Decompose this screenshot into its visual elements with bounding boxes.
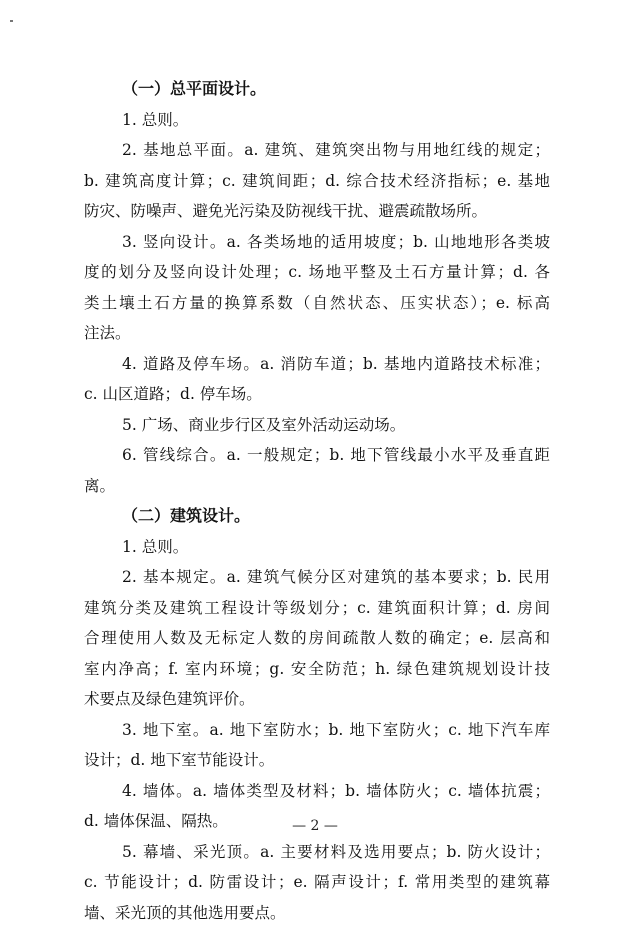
scan-speck xyxy=(10,20,13,22)
paragraph-line: 度的划分及竖向设计处理；c. 场地平整及土石方量计算；d. 各 xyxy=(84,257,550,288)
paragraph-line: 离。 xyxy=(84,471,550,502)
page-number: — 2 — xyxy=(0,818,630,834)
paragraph-line: 室内净高；f. 室内环境；g. 安全防范；h. 绿色建筑规划设计技 xyxy=(84,654,550,685)
paragraph-line: 6. 管线综合。a. 一般规定；b. 地下管线最小水平及垂直距 xyxy=(84,440,550,471)
paragraph-line: 2. 基地总平面。a. 建筑、建筑突出物与用地红线的规定； xyxy=(84,135,550,166)
paragraph-line: 防灾、防噪声、避免光污染及防视线干扰、避震疏散场所。 xyxy=(84,196,550,227)
paragraph-line: 墙、采光顶的其他选用要点。 xyxy=(84,898,550,928)
paragraph-line: 4. 道路及停车场。a. 消防车道；b. 基地内道路技术标准； xyxy=(84,349,550,380)
paragraph-line: 1. 总则。 xyxy=(84,105,550,136)
paragraph-line: 合理使用人数及无标定人数的房间疏散人数的确定；e. 层高和 xyxy=(84,623,550,654)
paragraph-line: 4. 墙体。a. 墙体类型及材料；b. 墙体防火；c. 墙体抗震； xyxy=(84,776,550,807)
section-heading-architecture: （二）建筑设计。 xyxy=(84,501,550,532)
paragraph-line: 5. 广场、商业步行区及室外活动运动场。 xyxy=(84,410,550,441)
paragraph-line: 5. 幕墙、采光顶。a. 主要材料及选用要点；b. 防火设计； xyxy=(84,837,550,868)
paragraph-line: c. 山区道路；d. 停车场。 xyxy=(84,379,550,410)
page-body xyxy=(84,74,550,928)
paragraph-line: 3. 竖向设计。a. 各类场地的适用坡度；b. 山地地形各类坡 xyxy=(84,227,550,258)
paragraph-line: 术要点及绿色建筑评价。 xyxy=(84,684,550,715)
section-heading-site-plan: （一）总平面设计。 xyxy=(84,74,550,105)
paragraph-line: 1. 总则。 xyxy=(84,532,550,563)
paragraph-line: d. 墙体保温、隔热。 xyxy=(84,806,550,837)
paragraph-line: b. 建筑高度计算；c. 建筑间距；d. 综合技术经济指标；e. 基地 xyxy=(84,166,550,197)
paragraph-line: 3. 地下室。a. 地下室防水；b. 地下室防火；c. 地下汽车库 xyxy=(84,715,550,746)
paragraph-line: c. 节能设计；d. 防雷设计；e. 隔声设计；f. 常用类型的建筑幕 xyxy=(84,867,550,898)
paragraph-line: 设计；d. 地下室节能设计。 xyxy=(84,745,550,776)
paragraph-line: 类土壤土石方量的换算系数（自然状态、压实状态）；e. 标高 xyxy=(84,288,550,319)
paragraph-line: 注法。 xyxy=(84,318,550,349)
paragraph-line: 建筑分类及建筑工程设计等级划分；c. 建筑面积计算；d. 房间 xyxy=(84,593,550,624)
paragraph-line: 2. 基本规定。a. 建筑气候分区对建筑的基本要求；b. 民用 xyxy=(84,562,550,593)
